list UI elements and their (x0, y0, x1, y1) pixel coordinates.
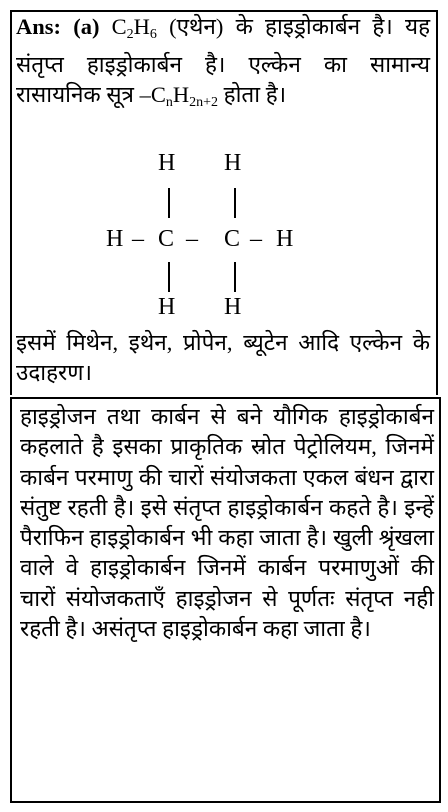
examples-text: इसमें मिथेन, इथेन, प्रोपेन, ब्यूटेन आदि एल्केन के उदाहरण। (16, 330, 430, 385)
bond-dash-3: – (250, 226, 262, 252)
ethane-formula: $C_2H_6$ (111, 14, 157, 42)
bond-top-left (168, 188, 170, 218)
bond-dash-2: – (186, 226, 198, 252)
atom-h-left: H (106, 226, 124, 252)
atom-c-left: C (158, 226, 175, 252)
atom-h-bottom-left: H (158, 294, 176, 320)
answer-paragraph (16, 12, 430, 118)
answer-label: Ans: (16, 14, 62, 39)
general-sub-n: n (165, 95, 173, 110)
atom-c-right: C (224, 226, 241, 252)
answer-text: के हाइड्रोकार्बन है। यह संतृप्त हाइड्रोकार्बन है। एल्केन का सामान्य रासायनिक सूत्र –C (16, 14, 431, 107)
atom-h-bottom-right: H (224, 294, 242, 320)
atom-h-top-left: H (158, 150, 176, 176)
cutoff-strip (0, 804, 448, 812)
bond-bottom-left (168, 262, 170, 292)
ethane-name: (एथेन) (169, 14, 224, 39)
bond-bottom-right (234, 262, 236, 292)
bond-dash-1: – (132, 226, 144, 252)
general-sub-2n2: 2n+2 (189, 95, 219, 110)
answer-end: होता है। (223, 82, 287, 107)
bond-top-right (234, 188, 236, 218)
atom-h-right: H (276, 226, 294, 252)
atom-h-top-right: H (224, 150, 242, 176)
general-h: H (172, 82, 190, 107)
ethane-structure (100, 150, 320, 330)
definition-text: हाइड्रोजन तथा कार्बन से बने यौगिक हाइड्रोकार्बन कहलाते है इसका प्राकृतिक स्रोत पेट्रोलियम, जिनमें कार्बन परमाणु की चारों संयोजकता एकल बंधन द्वारा संतुष्ट रहती है। इसे संतृप्त हाइड्रोकार्बन कहते है। इन्हें पैराफिन हाइड्रोकार्बन भी कहा जाता है। खुली श्रृंखला वाले वे हाइड्रोकार्बन जिनमें कार्बन परमाणुओं की चारों संयोजकताएँ हाइड्रोजन से पूर्णतः संतृप्त नही रहती है। असंतृप्त हाइड्रोकार्बन कहा जाता है। (20, 404, 434, 642)
answer-part: (a) (73, 14, 100, 39)
